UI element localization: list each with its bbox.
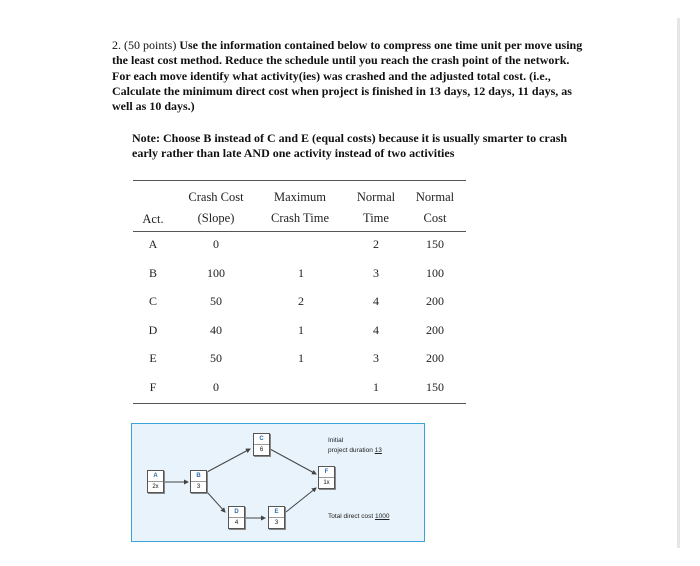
node-c-duration: 6	[259, 447, 264, 453]
cell-slope: 0	[213, 237, 219, 251]
node-d	[228, 506, 245, 529]
table-row	[133, 380, 466, 396]
node-d-duration: 4	[234, 520, 239, 526]
header-crash-time: Crash Time	[270, 211, 329, 225]
header-normal-time-1: Normal	[356, 190, 396, 204]
cell-time: 1	[373, 380, 379, 394]
node-a-duration: 2x	[152, 484, 159, 490]
node-d-id: D	[229, 507, 244, 518]
page-edge-shadow	[677, 18, 680, 548]
header-normal-time-2: Time	[363, 211, 389, 225]
arrow-b-c	[207, 449, 250, 472]
cell-time: 4	[373, 323, 379, 337]
header-normal-cost-2: Cost	[423, 211, 447, 225]
cell-time: 3	[373, 266, 379, 280]
initial-label: Initial	[328, 437, 344, 444]
node-f-duration: 1x	[323, 480, 330, 486]
node-b-duration: 3	[196, 484, 201, 490]
cell-cost: 200	[426, 294, 444, 308]
node-e	[268, 506, 285, 529]
cell-act: B	[148, 266, 157, 280]
total-cost-row	[328, 513, 389, 520]
arrow-e-f	[286, 488, 316, 512]
cell-cost: 200	[426, 323, 444, 337]
cell-act: C	[148, 294, 157, 308]
cell-max-crash: 2	[298, 294, 304, 308]
header-normal-cost-1: Normal	[415, 190, 455, 204]
total-cost-value: 1000	[374, 513, 390, 520]
cell-cost: 150	[426, 380, 444, 394]
table-row	[133, 323, 466, 339]
table-top-rule	[133, 180, 466, 181]
node-a-id: A	[148, 471, 163, 482]
cell-slope: 100	[207, 266, 225, 280]
cell-cost: 100	[426, 266, 444, 280]
table-row	[133, 294, 466, 310]
cell-time: 2	[373, 237, 379, 251]
header-crash-cost: Crash Cost	[188, 190, 244, 204]
table-bottom-rule	[133, 403, 466, 404]
network-diagram	[131, 423, 425, 542]
cell-slope: 0	[213, 380, 219, 394]
cell-time: 4	[373, 294, 379, 308]
header-act: Act.	[142, 212, 164, 226]
header-maximum: Maximum	[273, 190, 327, 204]
question-points: (50 points)	[124, 38, 177, 52]
node-e-id: E	[269, 507, 284, 518]
node-b-id: B	[191, 471, 206, 482]
cell-act: D	[148, 323, 158, 337]
cell-slope: 50	[210, 351, 222, 365]
header-slope: (Slope)	[197, 211, 235, 225]
cell-max-crash: 1	[298, 266, 304, 280]
cell-slope: 40	[210, 323, 222, 337]
cell-max-crash: 1	[298, 323, 304, 337]
cell-act: A	[148, 237, 158, 251]
cell-act: E	[149, 351, 157, 365]
table-header-rule	[133, 231, 466, 232]
note-text: Note: Choose B instead of C and E (equal costs) because it is usually smarter to crash early rather than late AND one activity instead of two activities	[132, 131, 568, 160]
arrow-b-d	[207, 492, 225, 512]
total-cost-label: Total direct cost	[328, 513, 374, 520]
table-row	[133, 237, 466, 253]
node-b	[190, 470, 207, 493]
node-f-id: F	[319, 467, 334, 478]
node-c	[253, 433, 270, 456]
cell-act: F	[149, 380, 157, 394]
question-text	[112, 38, 590, 114]
cell-cost: 200	[426, 351, 444, 365]
node-c-id: C	[254, 434, 269, 445]
initial-duration-value: 13	[374, 447, 382, 454]
node-f	[318, 466, 335, 489]
question-body: Use the information contained below to compress one time unit per move using the least cost method. Reduce the schedule until you reach the crash point of the network. For each move identify what activity(ies) was crashed and the adjusted total cost. (i.e., Calculate the minimum direct cost when project is finished in 13 days, 12 days, 11 days, as well as 10 days.)	[112, 38, 583, 114]
cell-slope: 50	[210, 294, 222, 308]
initial-duration-row	[328, 447, 382, 454]
cell-time: 3	[373, 351, 379, 365]
arrow-c-f	[270, 449, 316, 474]
cell-max-crash: 1	[298, 351, 304, 365]
table-row	[133, 351, 466, 367]
initial-duration-label: project duration	[328, 447, 373, 454]
node-e-duration: 3	[274, 520, 279, 526]
question-number: 2.	[112, 38, 121, 52]
node-a	[147, 470, 164, 493]
table-row	[133, 266, 466, 282]
cell-cost: 150	[426, 237, 444, 251]
